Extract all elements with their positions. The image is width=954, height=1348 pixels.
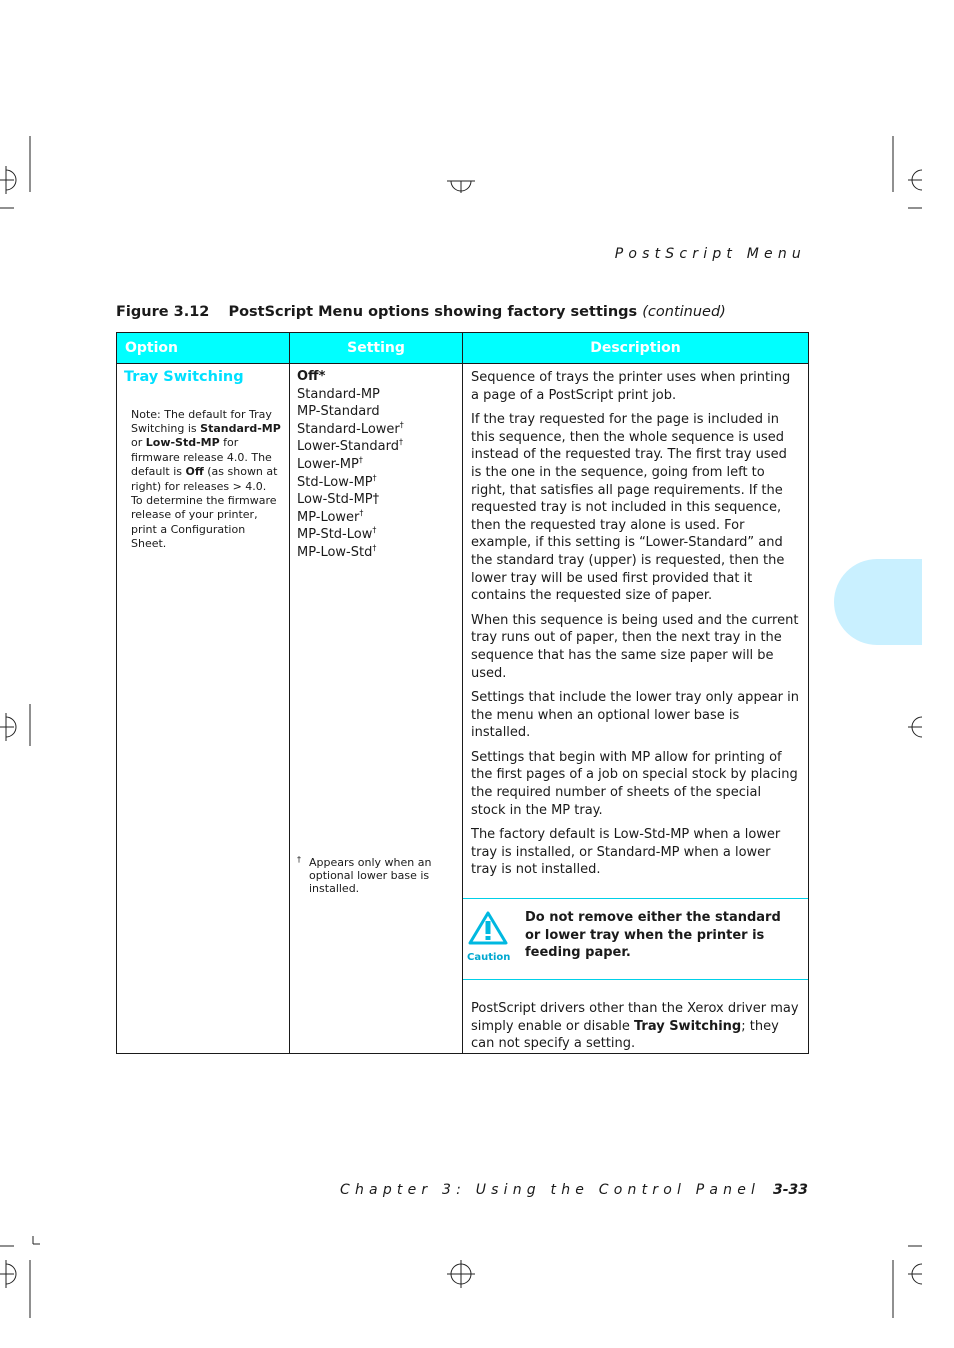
setting-item [297,544,462,562]
note-text: (as shown at right) for releases > 4.0. To determine the firmware release of your printer, print a Configuration Sheet. [131,465,278,551]
figure-caption [116,304,726,320]
description-body [463,364,808,879]
table-header-row [117,333,809,364]
setting-label: MP-Low-Std [297,544,373,560]
note-text: or [131,436,146,450]
description-paragraph: Settings that include the lower tray only appear in the menu when an optional lower base is installed. [471,690,799,741]
driver-note [463,980,808,1053]
figure-number: Figure 3.12 [116,304,210,320]
setting-default [297,368,462,386]
caution-label: Caution [467,951,511,963]
setting-item [297,403,462,421]
setting-label: MP-Lower [297,509,360,525]
figure-title: PostScript Menu options showing factory settings [228,304,638,320]
caution-text: Do not remove either the standard or lower tray when the printer is feeding paper. [525,910,781,961]
setting-item [297,456,462,474]
setting-item [297,386,462,404]
page-number: 3-33 [772,1182,808,1198]
footnote [297,856,441,896]
setting-label: MP-Standard [297,404,380,420]
settings-list [297,368,462,562]
description-paragraph: When this sequence is being used and the current tray runs out of paper, then the next tray in the sequence that has the same size paper will be used. [471,612,799,681]
setting-label: Lower-Standard [297,439,399,455]
figure-continued: (continued) [642,304,726,320]
dagger-mark: † [372,526,377,536]
description-paragraph: Sequence of trays the printer uses when printing a page of a PostScript print job. [471,370,791,403]
setting-item [297,474,462,492]
setting-item [297,421,462,439]
setting-item [297,526,462,544]
description-paragraph: The factory default is Low-Std-MP when a lower tray is installed, or Standard-MP when a lower tray is not installed. [471,827,781,878]
dagger-mark: † [372,473,377,483]
setting-label: MP-Std-Low [297,527,373,543]
header-option: Option [117,333,290,364]
chapter-footer: Chapter 3: Using the Control Panel [340,1182,761,1198]
driver-note-text: ; they can not specify a setting. [471,1018,779,1052]
running-header: PostScript Menu [614,246,806,262]
dagger-mark: † [358,455,363,465]
setting-item [297,509,462,527]
setting-label: Standard-MP [297,386,380,402]
caution-icon [467,911,509,966]
option-name: Tray Switching [124,369,244,385]
note-emphasis: Standard-MP [200,422,281,435]
note-text: Note: The default for Tray Switching is [131,407,272,435]
dagger-mark: † [398,438,403,448]
header-setting: Setting [290,333,463,364]
setting-label: Standard-Lower [297,421,400,437]
driver-note-text: PostScript drivers other than the Xerox driver may simply enable or disable [471,1001,799,1034]
option-note [131,408,281,552]
setting-label: Lower-MP [297,456,359,472]
note-emphasis: Off [185,465,204,479]
description-paragraph: If the tray requested for the page is included in this sequence, then the whole sequence is used instead of the requested tray. The first tray used is the one in the sequence, going from left to right, that satisfies all page requirements. If the requested tray is not included in this sequence, then the requested tray alone is used. For example, if this setting is “Lower-Standard” and the standard tray (upper) is requested, then the lower tray will be used first provided that it contains the requested size of paper. [471,412,787,604]
caution-box [463,898,808,980]
description-paragraph: Settings that begin with MP allow for printing of the first pages of a job on special stock by placing the required number of sheets of the special stock in the MP tray. [471,749,798,818]
option-cell [117,364,290,1054]
dagger-mark: † [359,508,364,518]
setting-cell [290,364,463,1054]
setting-label: Std-Low-MP [297,474,373,490]
setting-label: Low-Std-MP† [297,492,380,508]
footnote-mark: † [297,855,301,864]
setting-item [297,491,462,509]
description-cell [463,364,809,1054]
setting-item [297,438,462,456]
dagger-mark: † [399,420,404,430]
dagger-mark: † [372,543,377,553]
setting-label: Off* [297,369,326,384]
table-row [117,364,809,1054]
footnote-text: Appears only when an optional lower base is installed. [309,856,432,896]
driver-note-emphasis: Tray Switching [633,1018,742,1034]
options-table [116,332,809,1054]
chapter-thumb-tab [834,559,922,645]
header-description: Description [463,333,809,364]
note-text: for firmware release 4.0. The default is [131,436,272,479]
note-emphasis: Low-Std-MP [145,436,220,450]
